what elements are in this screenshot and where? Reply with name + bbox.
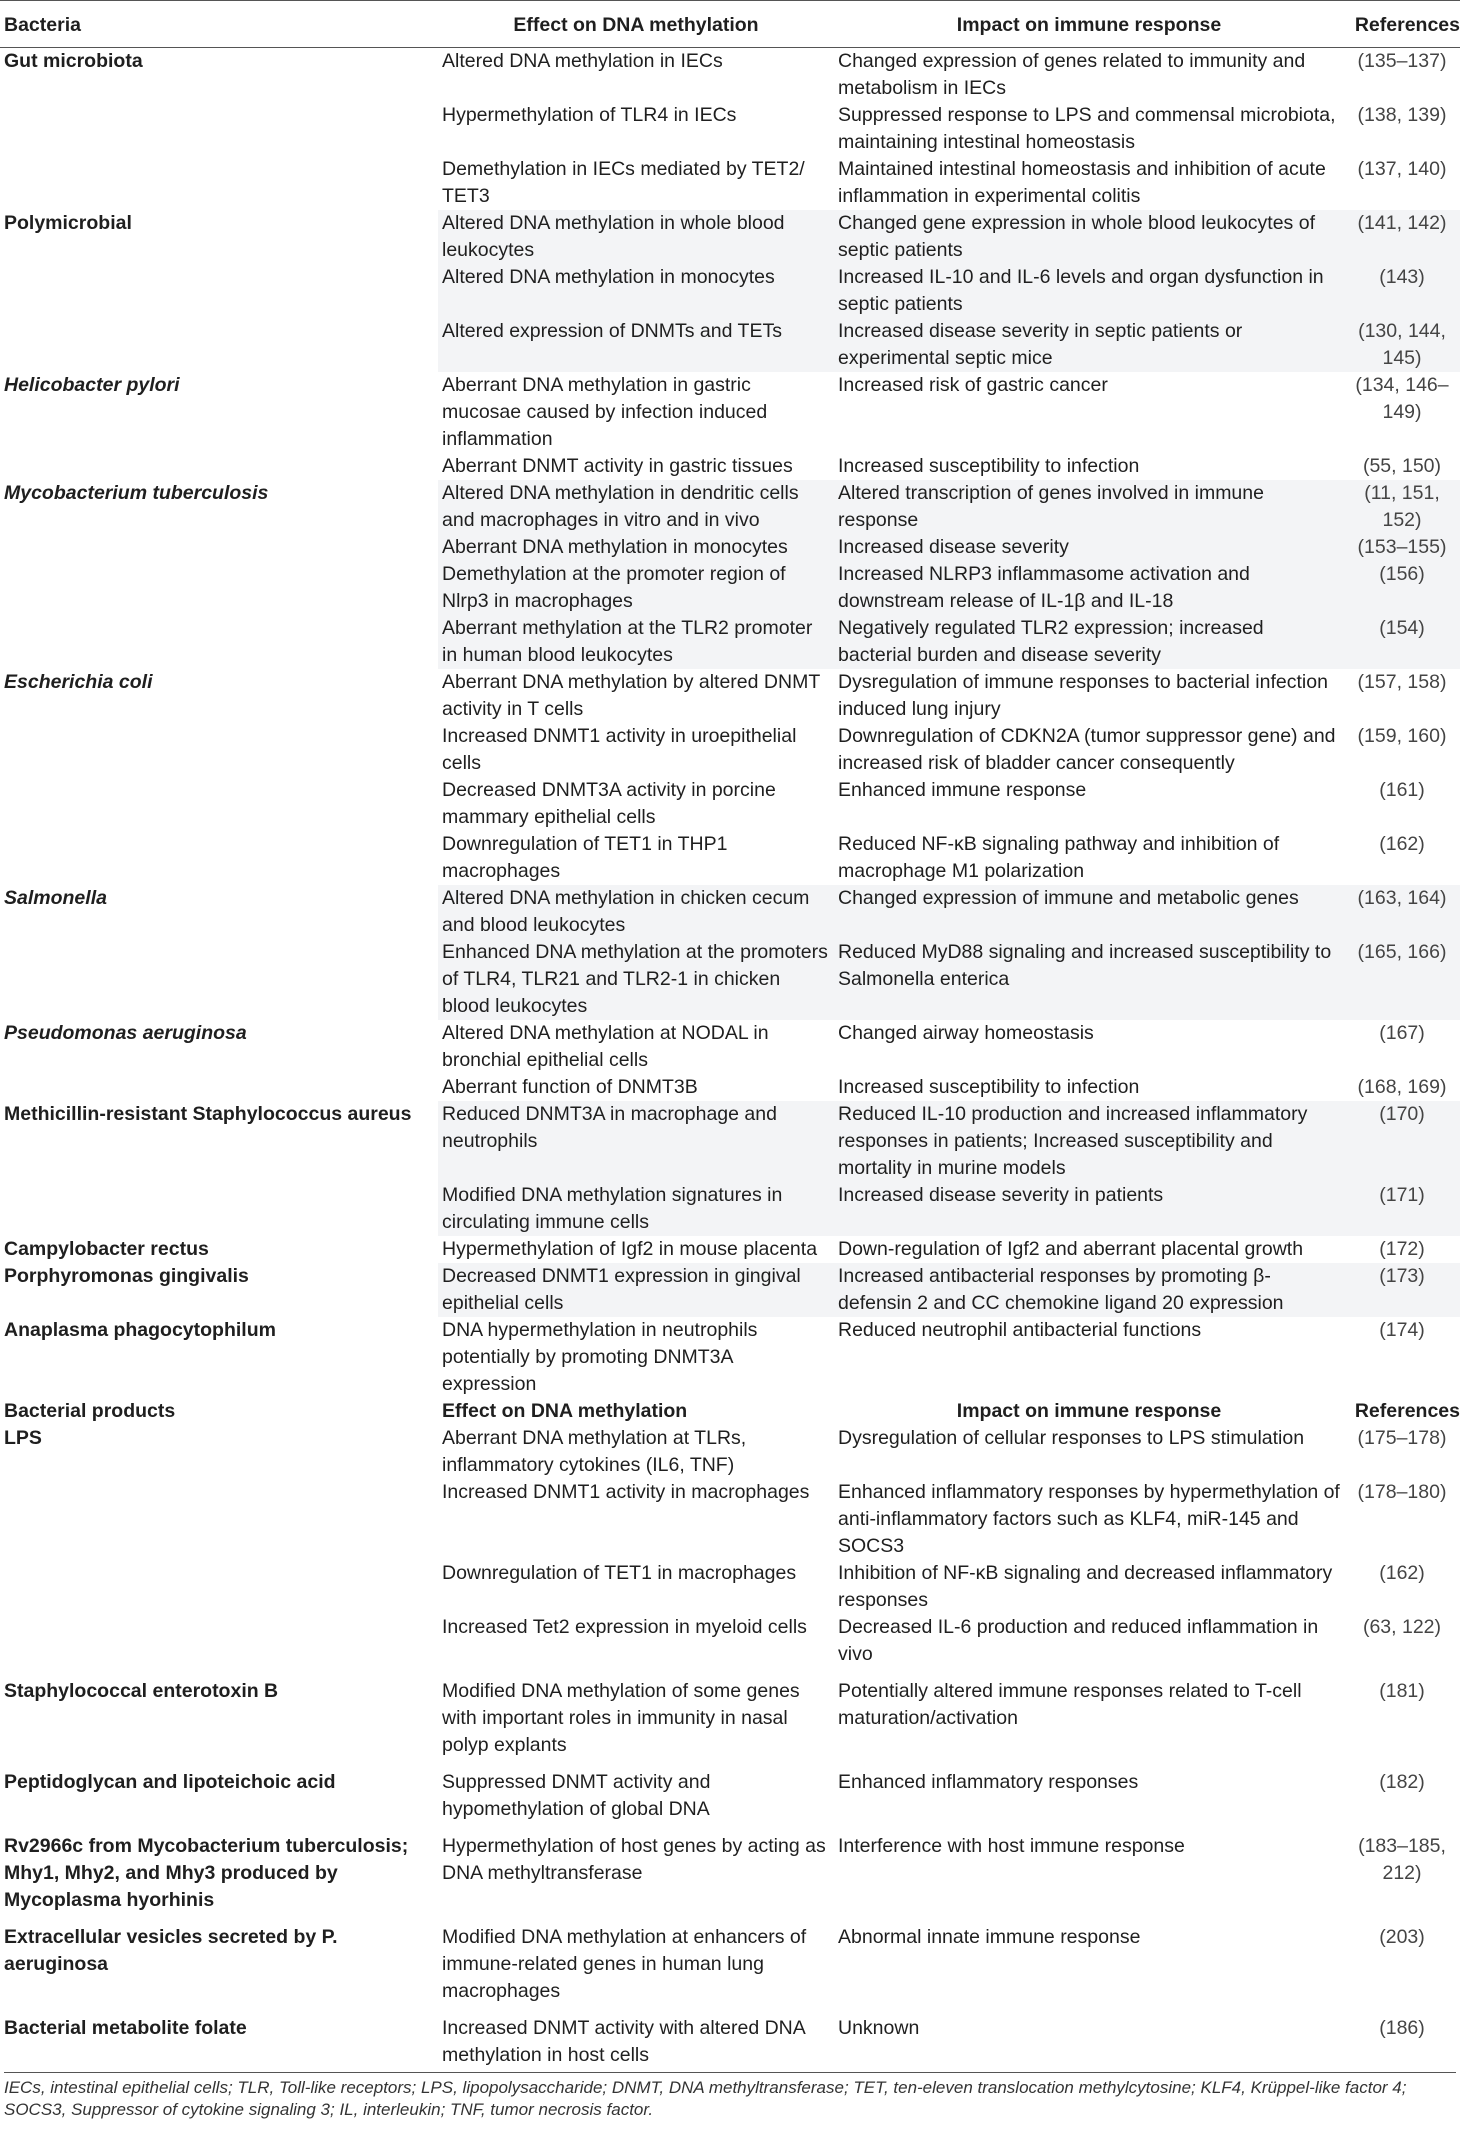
methylation-effect: Hypermethylation of host genes by acting as DNA methyltransferase: [442, 1835, 826, 1884]
product-name: [0, 1560, 438, 1614]
table-row: [0, 372, 1460, 453]
immune-impact: Increased NLRP3 inflammasome activation and downstream release of IL-1β and IL-18: [834, 561, 1344, 615]
references: (168, 169): [1357, 1076, 1447, 1098]
table-row: [0, 1317, 1460, 1398]
subheader-products: Bacterial products: [4, 1400, 176, 1422]
immune-impact: Suppressed response to LPS and commensal microbiota, maintaining intestinal homeostasis: [838, 104, 1336, 153]
references: (162): [1379, 1562, 1425, 1584]
table-row: [0, 1914, 1460, 2005]
immune-impact: Changed airway homeostasis: [838, 1022, 1094, 1044]
immune-impact: Changed gene expression in whole blood leukocytes of septic patients: [834, 210, 1344, 264]
references: (130, 144, 145): [1344, 318, 1460, 372]
immune-impact: Maintained intestinal homeostasis and inhibition of acute inflammation in experimental colitis: [838, 158, 1326, 207]
product-name: Staphylococcal enterotoxin B: [4, 1680, 279, 1702]
bacteria-name: [0, 831, 438, 885]
immune-impact: Reduced NF-κB signaling pathway and inhibition of macrophage M1 polarization: [838, 833, 1280, 882]
table-row: [0, 1182, 1460, 1236]
bacteria-name: Pseudomonas aeruginosa: [4, 1022, 247, 1044]
immune-impact: Enhanced immune response: [838, 779, 1087, 801]
bacteria-name: Campylobacter rectus: [4, 1238, 209, 1260]
bacteria-name: [0, 561, 438, 615]
methylation-effect: Increased DNMT1 activity in uroepithelial cells: [442, 725, 797, 774]
product-name: LPS: [4, 1427, 42, 1449]
immune-impact: Dysregulation of immune responses to bacterial infection induced lung injury: [838, 671, 1328, 720]
bacteria-name: Salmonella: [0, 885, 438, 939]
methylation-effect: Hypermethylation of TLR4 in IECs: [442, 104, 737, 126]
table-row: [0, 264, 1460, 318]
methylation-effect: Downregulation of TET1 in THP1 macrophages: [442, 833, 728, 882]
methylation-effect: Decreased DNMT3A activity in porcine mammary epithelial cells: [442, 779, 776, 828]
table-row: [0, 561, 1460, 615]
product-name: Extracellular vesicles secreted by P. aeruginosa: [4, 1926, 338, 1975]
bacteria-name: [0, 156, 438, 210]
methylation-effect: Demethylation in IECs mediated by TET2/ TET3: [442, 158, 805, 207]
references: (165, 166): [1344, 939, 1460, 1020]
references: (173): [1344, 1263, 1460, 1317]
table-row: [0, 1614, 1460, 1668]
references: (154): [1344, 615, 1460, 669]
methylation-effect: Modified DNA methylation of some genes with important roles in immunity in nasal polyp explants: [442, 1680, 800, 1756]
immune-impact: Interference with host immune response: [838, 1835, 1185, 1857]
bacteria-name: [0, 264, 438, 318]
references: (157, 158): [1357, 671, 1447, 693]
immune-impact: Increased disease severity in septic patients or experimental septic mice: [834, 318, 1344, 372]
bacteria-name: Porphyromonas gingivalis: [0, 1263, 438, 1317]
product-name: [0, 1479, 438, 1560]
references: (172): [1379, 1238, 1425, 1260]
methylation-effect: Aberrant DNMT activity in gastric tissues: [442, 455, 793, 477]
references: (171): [1344, 1182, 1460, 1236]
references: (134, 146–149): [1355, 374, 1449, 423]
table-row: [0, 615, 1460, 669]
methylation-effect: Decreased DNMT1 expression in gingival epithelial cells: [438, 1263, 834, 1317]
immune-impact: Increased antibacterial responses by promoting β-defensin 2 and CC chemokine ligand 20 expression: [834, 1263, 1344, 1317]
table-row: [0, 1425, 1460, 1479]
immune-impact: Increased risk of gastric cancer: [838, 374, 1108, 396]
immune-impact: Enhanced inflammatory responses by hypermethylation of anti-inflammatory factors such as KLF4, miR-145 and SOCS3: [838, 1481, 1340, 1557]
methylation-effect: Altered DNA methylation in IECs: [442, 50, 723, 72]
immune-impact: Changed expression of genes related to immunity and metabolism in IECs: [838, 50, 1306, 99]
references: (182): [1379, 1771, 1425, 1793]
table-footnote: IECs, intestinal epithelial cells; TLR, Toll-like receptors; LPS, lipopolysaccharide; DNMT, DNA methyltransferase; TET, ten-eleven translocation methylcytosine; KLF4, Krüppel-like factor 4; SOCS3, Suppressor of cytokine signaling 3; IL, interleukin; TNF, tumor necrosis factor.: [4, 2072, 1456, 2121]
subheader-references: References: [1354, 1400, 1460, 1422]
references: (170): [1344, 1101, 1460, 1182]
table-row: [0, 318, 1460, 372]
immune-impact: Increased IL-10 and IL-6 levels and organ dysfunction in septic patients: [834, 264, 1344, 318]
bacteria-name: [0, 318, 438, 372]
methylation-effect: Modified DNA methylation at enhancers of immune-related genes in human lung macrophages: [442, 1926, 807, 2002]
immune-impact: Enhanced inflammatory responses: [838, 1771, 1139, 1793]
references: (181): [1379, 1680, 1425, 1702]
methylation-effect: Aberrant DNA methylation by altered DNMT activity in T cells: [442, 671, 820, 720]
table-header: [0, 1, 1460, 48]
table-row: [0, 534, 1460, 561]
references: (156): [1344, 561, 1460, 615]
references: (178–180): [1357, 1481, 1447, 1503]
table-row: [0, 156, 1460, 210]
methylation-effect: Reduced DNMT3A in macrophage and neutrophils: [438, 1101, 834, 1182]
subheader-impact: Impact on immune response: [956, 1400, 1222, 1422]
references: (174): [1379, 1319, 1425, 1341]
methylation-effect: Aberrant DNA methylation in gastric mucosae caused by infection induced inflammation: [442, 374, 768, 450]
immune-impact: Potentially altered immune responses related to T-cell maturation/activation: [838, 1680, 1302, 1729]
immune-impact: Increased disease severity: [834, 534, 1344, 561]
immune-impact: Increased disease severity in patients: [834, 1182, 1344, 1236]
references: (138, 139): [1357, 104, 1447, 126]
methylation-effect: Altered expression of DNMTs and TETs: [438, 318, 834, 372]
product-name: Rv2966c from Mycobacterium tuberculosis; Mhy1, Mhy2, and Mhy3 produced by Mycoplasma hyorhinis: [4, 1835, 409, 1911]
references: (175–178): [1357, 1427, 1447, 1449]
references: (153–155): [1344, 534, 1460, 561]
references: (167): [1379, 1022, 1425, 1044]
bacteria-name: [0, 102, 438, 156]
immune-impact: Decreased IL-6 production and reduced inflammation in vivo: [838, 1616, 1319, 1665]
immune-impact: Changed expression of immune and metabolic genes: [834, 885, 1344, 939]
methylation-effect: Hypermethylation of Igf2 in mouse placenta: [442, 1238, 818, 1260]
table-row: [0, 723, 1460, 777]
methylation-effect: Increased DNMT1 activity in macrophages: [442, 1481, 810, 1503]
methylation-effect: Altered DNA methylation at NODAL in bronchial epithelial cells: [442, 1022, 769, 1071]
bacteria-rows: [0, 48, 1460, 1399]
table-row: [0, 1759, 1460, 1823]
product-name: [0, 1614, 438, 1668]
product-name: Peptidoglycan and lipoteichoic acid: [4, 1771, 336, 1793]
methylation-effect: Altered DNA methylation in whole blood leukocytes: [438, 210, 834, 264]
references: (137, 140): [1357, 158, 1447, 180]
bacteria-name: Helicobacter pylori: [4, 374, 180, 396]
references: (161): [1379, 779, 1425, 801]
bacteria-name: Escherichia coli: [4, 671, 153, 693]
product-name: Bacterial metabolite folate: [4, 2017, 247, 2039]
immune-impact: Increased susceptibility to infection: [838, 1076, 1140, 1098]
table-row: [0, 1236, 1460, 1263]
references: (143): [1344, 264, 1460, 318]
methylation-effect: Enhanced DNA methylation at the promoters of TLR4, TLR21 and TLR2-1 in chicken blood leukocytes: [438, 939, 834, 1020]
subheader-effect: Effect on DNA methylation: [442, 1400, 688, 1422]
methylation-effect: Modified DNA methylation signatures in circulating immune cells: [438, 1182, 834, 1236]
references: (163, 164): [1344, 885, 1460, 939]
immune-impact: Inhibition of NF-κB signaling and decreased inflammatory responses: [838, 1562, 1333, 1611]
immune-impact: Altered transcription of genes involved in immune response: [834, 480, 1344, 534]
methylation-effect: Downregulation of TET1 in macrophages: [442, 1562, 797, 1584]
immune-impact: Abnormal innate immune response: [838, 1926, 1141, 1948]
bacteria-name: Anaplasma phagocytophilum: [4, 1319, 276, 1341]
product-rows: [0, 1425, 1460, 2069]
table-row: [0, 480, 1460, 534]
methylation-effect: Altered DNA methylation in monocytes: [438, 264, 834, 318]
table-row: [0, 1823, 1460, 1914]
immune-impact: Reduced MyD88 signaling and increased susceptibility to Salmonella enterica: [834, 939, 1344, 1020]
table-row: [0, 102, 1460, 156]
methylation-effect: Demethylation at the promoter region of Nlrp3 in macrophages: [438, 561, 834, 615]
products-subheader: [0, 1398, 1460, 1425]
bacteria-name: [0, 777, 438, 831]
methylation-effect: Altered DNA methylation in chicken cecum and blood leukocytes: [438, 885, 834, 939]
table-row: [0, 1668, 1460, 1759]
methylation-effect: Aberrant DNA methylation at TLRs, inflammatory cytokines (IL6, TNF): [442, 1427, 747, 1476]
table-row: [0, 1263, 1460, 1317]
bacteria-name: Gut microbiota: [4, 50, 143, 72]
immune-impact: Dysregulation of cellular responses to LPS stimulation: [838, 1427, 1305, 1449]
references: (141, 142): [1344, 210, 1460, 264]
bacteria-name: [0, 453, 438, 480]
bacteria-name: [0, 939, 438, 1020]
bacteria-name: [0, 534, 438, 561]
methylation-effect: Aberrant function of DNMT3B: [442, 1076, 698, 1098]
immune-impact: Negatively regulated TLR2 expression; increased bacterial burden and disease severity: [834, 615, 1344, 669]
references: (183–185, 212): [1358, 1835, 1446, 1884]
bacteria-name: [0, 723, 438, 777]
methylation-effect: Increased DNMT activity with altered DNA methylation in host cells: [442, 2017, 805, 2066]
header-effect: Effect on DNA methylation: [438, 1, 834, 48]
methylation-effect: Altered DNA methylation in dendritic cells and macrophages in vitro and in vivo: [438, 480, 834, 534]
table-row: [0, 1020, 1460, 1074]
methylation-effect: Suppressed DNMT activity and hypomethylation of global DNA: [442, 1771, 711, 1820]
bacteria-name: Mycobacterium tuberculosis: [0, 480, 438, 534]
table-row: [0, 453, 1460, 480]
bacteria-name: [0, 1182, 438, 1236]
references: (159, 160): [1357, 725, 1447, 747]
references: (162): [1379, 833, 1425, 855]
table-row: [0, 1101, 1460, 1182]
bacteria-name: [0, 615, 438, 669]
table-row: [0, 669, 1460, 723]
immune-impact: Reduced neutrophil antibacterial functions: [838, 1319, 1202, 1341]
table-row: [0, 1074, 1460, 1101]
table-row: [0, 831, 1460, 885]
header-references: References: [1344, 1, 1460, 48]
methylation-effect: Aberrant methylation at the TLR2 promoter in human blood leukocytes: [438, 615, 834, 669]
immune-impact: Increased susceptibility to infection: [838, 455, 1140, 477]
table-row: [0, 48, 1460, 103]
immune-impact: Unknown: [838, 2017, 920, 2039]
table-row: [0, 939, 1460, 1020]
references: (55, 150): [1362, 455, 1442, 477]
methylation-effect: Increased Tet2 expression in myeloid cells: [442, 1616, 807, 1638]
header-impact: Impact on immune response: [834, 1, 1344, 48]
references: (186): [1379, 2017, 1425, 2039]
references: (63, 122): [1362, 1616, 1442, 1638]
bacteria-name: Methicillin-resistant Staphylococcus aureus: [0, 1101, 438, 1182]
table-row: [0, 210, 1460, 264]
methylation-effect: DNA hypermethylation in neutrophils potentially by promoting DNMT3A expression: [442, 1319, 758, 1395]
references: (135–137): [1357, 50, 1447, 72]
immune-impact: Down-regulation of Igf2 and aberrant placental growth: [838, 1238, 1304, 1260]
references: (203): [1379, 1926, 1425, 1948]
table-row: [0, 2005, 1460, 2069]
table-row: [0, 1479, 1460, 1560]
references: (11, 151, 152): [1344, 480, 1460, 534]
immune-impact: Downregulation of CDKN2A (tumor suppressor gene) and increased risk of bladder cancer consequently: [838, 725, 1336, 774]
table-row: [0, 885, 1460, 939]
bacteria-name: [0, 1074, 438, 1101]
methylation-effect: Aberrant DNA methylation in monocytes: [438, 534, 834, 561]
header-bacteria: Bacteria: [0, 1, 438, 48]
table-row: [0, 777, 1460, 831]
table-row: [0, 1560, 1460, 1614]
immune-impact: Reduced IL-10 production and increased inflammatory responses in patients; Increased susceptibility and mortality in murine models: [834, 1101, 1344, 1182]
bacteria-name: Polymicrobial: [0, 210, 438, 264]
